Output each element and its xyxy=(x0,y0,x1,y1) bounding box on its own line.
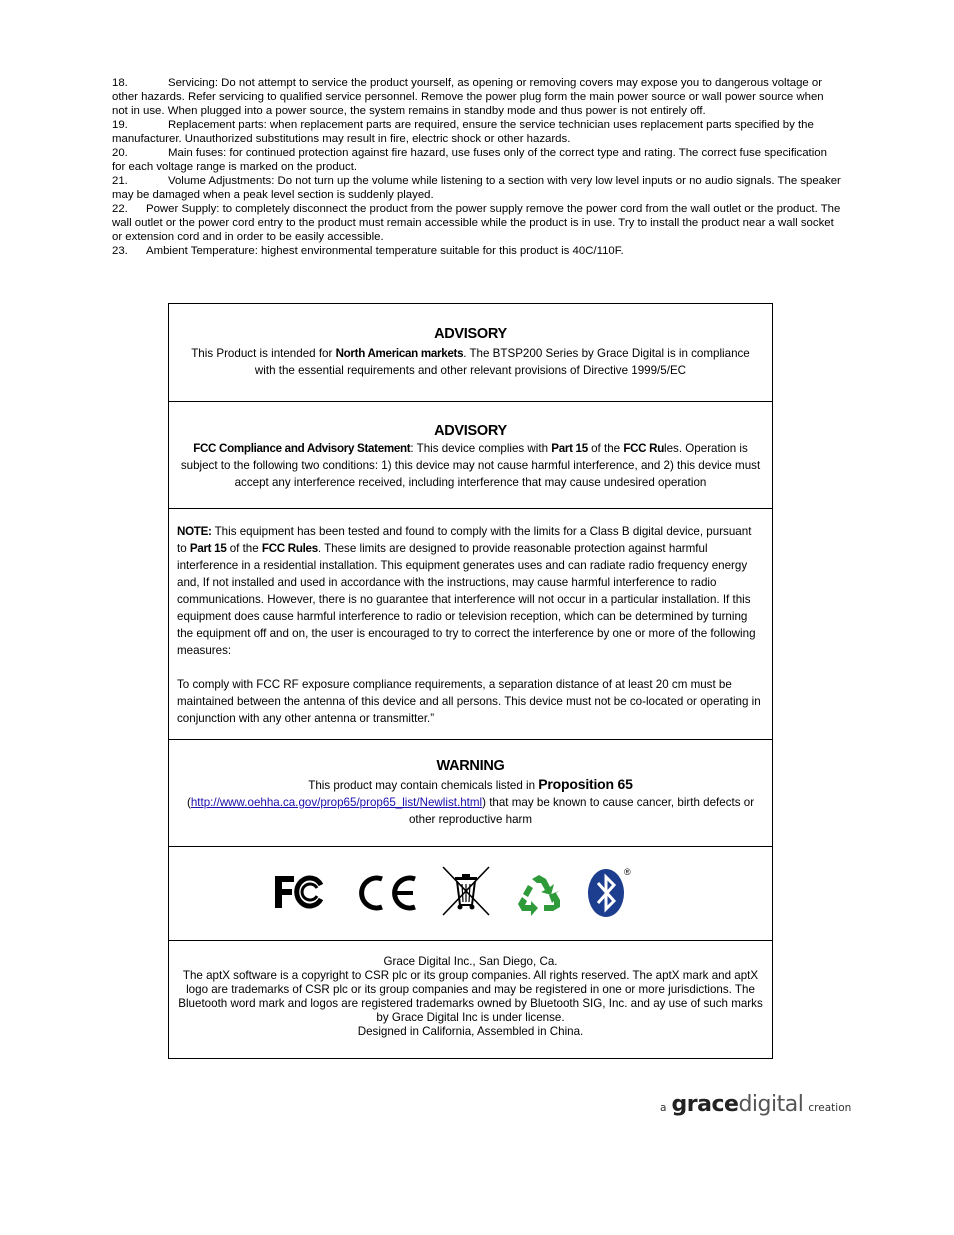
text-run: This equipment has been tested and found to comply with the limits for a Class B digital device, pursuant to xyxy=(177,525,752,555)
instruction-item xyxy=(112,76,842,118)
instruction-item xyxy=(112,244,842,258)
brand-prefix: a xyxy=(660,1102,667,1114)
text-run: of the xyxy=(226,542,262,555)
item-text: Replacement parts: when replacement parts are required, ensure the service technician uses replacement parts specified by the manufacturer. Unauthorized substitutions may result in fire, electric shock or other hazards. xyxy=(112,119,814,145)
item-number: 22. xyxy=(112,203,128,215)
item-number: 21. xyxy=(112,175,128,187)
item-text: Volume Adjustments: Do not turn up the volume while listening to a section with very low level inputs or no audio signals. The speaker may be damaged when a peak level section is suddenly played. xyxy=(112,175,841,201)
advisory-section-markets xyxy=(169,304,772,402)
note-label: NOTE: xyxy=(177,525,212,538)
text-run: les. Operation is subject to the following two conditions: 1) this device may not cause harmful interference, and 2) this device must accept any interference received, including interference that may cause undesired operation xyxy=(180,442,761,489)
safety-instructions-list xyxy=(112,76,842,258)
text-run: This Product is intended for xyxy=(191,347,336,360)
fcc-rules-emphasis: FCC Ru xyxy=(623,442,665,455)
rf-exposure-text: To comply with FCC RF exposure compliance requirements, a separation distance of at least 20 cm must be maintained between the antenna of this device and all persons. This device must not be co-located or operating in conjunction with any other antenna or transmitter.” xyxy=(177,678,761,725)
part15-emphasis: Part 15 xyxy=(551,442,588,455)
instruction-item xyxy=(112,118,842,146)
warning-title: WARNING xyxy=(436,758,505,774)
bluetooth-logo xyxy=(587,867,627,919)
item-text: Ambient Temperature: highest environmental temperature suitable for this product is 40C/110F. xyxy=(146,245,624,257)
brand-suffix: creation xyxy=(808,1102,852,1114)
certification-logos-section xyxy=(169,847,772,941)
item-number: 18. xyxy=(112,77,128,89)
instruction-item xyxy=(112,146,842,174)
fcc-statement-label: FCC Compliance and Advisory Statement xyxy=(193,442,411,455)
prop65-list-link[interactable]: http://www.oehha.ca.gov/prop65/prop65_list/Newlist.html xyxy=(190,796,483,809)
brand-grace: grace xyxy=(671,1092,739,1117)
advisory-title: ADVISORY xyxy=(434,326,507,342)
advisory-text xyxy=(169,343,772,379)
grace-digital-brand-logo xyxy=(660,1092,851,1117)
markets-emphasis: North American markets xyxy=(335,347,464,360)
regulatory-box xyxy=(168,303,773,1059)
warning-text xyxy=(169,776,772,828)
ce-mark-logo xyxy=(355,875,419,911)
item-text: Main fuses: for continued protection against fire hazard, use fuses only of the correct type and rating. The correct fuse specification for each voltage range is marked on the product. xyxy=(112,147,827,173)
text-run: : This device complies with xyxy=(410,442,552,455)
company-line: Grace Digital Inc., San Diego, Ca. xyxy=(383,955,558,968)
item-number: 19. xyxy=(112,119,128,131)
text-run: . The BTSP200 Series by Grace Digital is in compliance with the essential requirements and other relevant provisions of Directive 1999/5/EC xyxy=(254,347,750,377)
recycle-icon xyxy=(514,873,564,919)
text-run: ) that may be known to cause cancer, birth defects or other reproductive harm xyxy=(408,796,755,826)
company-info-section xyxy=(169,941,772,1058)
text-run: . These limits are designed to provide reasonable protection against harmful interference in a residential installation. This equipment generates uses and can radiate radio frequency energy and, If not installed and used in accordance with the instructions, may cause harmful interference to radio communications. However, there is no guarantee that interference will not occur in a particular installation. If this equipment does cause harmful interference to radio or television reception, which can be determined by turning the equipment off and on, the user is encouraged to try to correct the interference by one or more of the following measures: xyxy=(177,542,756,657)
fcc-rules-emphasis: FCC Rules xyxy=(261,542,318,555)
logos-row xyxy=(169,865,772,925)
instruction-item xyxy=(112,174,842,202)
item-text: Servicing: Do not attempt to service the product yourself, as opening or removing covers may expose you to dangerous voltage or other hazards. Refer servicing to qualified service personnel. Remove the power plug form the main power source or wall power source when not in use. When plugged into a power source, the system remains in standby mode and thus power is not entirely off. xyxy=(112,77,824,117)
advisory-title: ADVISORY xyxy=(434,423,507,439)
warning-section xyxy=(169,740,772,847)
instruction-item xyxy=(112,202,842,244)
weee-crossed-bin-icon xyxy=(440,865,492,917)
fcc-logo xyxy=(273,873,327,911)
text-run: of the xyxy=(587,442,624,455)
item-number: 23. xyxy=(112,245,128,257)
trademark-notice: The aptX software is a copyright to CSR plc or its group companies. All rights reserved. The aptX mark and aptX logo are trademarks of CSR plc or its group companies and may be registered in one or more jurisdictions. The Bluetooth word mark and logos are registered trademarks owned by Bluetooth SIG, Inc. and ay use of such marks by Grace Digital Inc is under license. xyxy=(178,969,763,1024)
item-number: 20. xyxy=(112,147,128,159)
advisory-section-fcc xyxy=(169,402,772,509)
origin-line: Designed in California, Assembled in China. xyxy=(357,1025,584,1038)
text-run: This product may contain chemicals listed in xyxy=(308,779,539,792)
brand-digital: digital xyxy=(738,1092,804,1117)
note-text xyxy=(169,509,772,659)
text-run: ( xyxy=(186,796,191,809)
note-section xyxy=(169,509,772,740)
proposition-65-emphasis: Proposition 65 xyxy=(538,776,633,792)
advisory-text xyxy=(169,440,772,491)
registered-mark: ® xyxy=(624,867,631,877)
part15-emphasis: Part 15 xyxy=(189,542,227,555)
item-text: Power Supply: to completely disconnect the product from the power supply remove the power cord from the wall outlet or the product. The wall outlet or the power cord entry to the product must remain accessible while the product is in use. Try to install the product near a wall socket or extension cord and in order to be easily accessible. xyxy=(112,203,841,243)
